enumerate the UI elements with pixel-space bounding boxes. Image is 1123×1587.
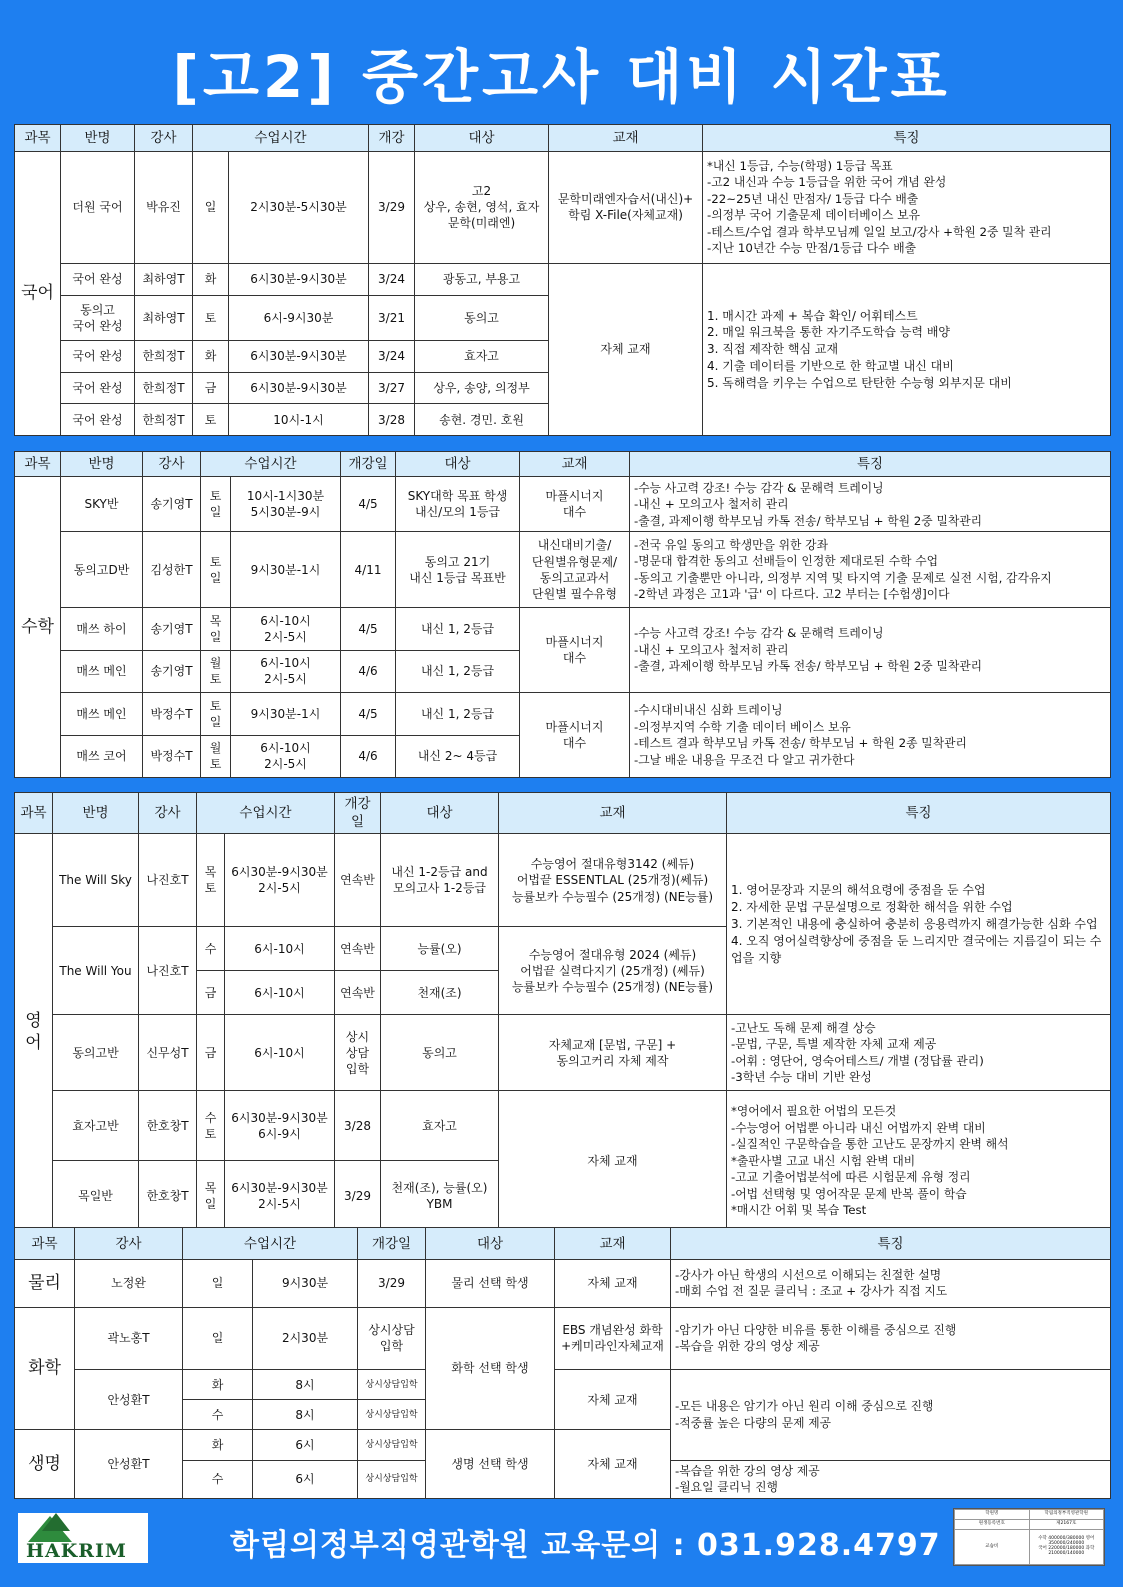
target: 효자고 (415, 340, 549, 372)
subject-cell: 국어 (15, 151, 61, 435)
day: 토 (193, 404, 229, 436)
teacher: 송기영T (143, 608, 201, 650)
day: 수 (183, 1400, 253, 1430)
features: -수시대비내신 심화 트레이닝 -의정부지역 수학 기출 데이터 베이스 보유 -테스트 결과 학부모님 카톡 전송/ 학부모님 + 학원 2종 밀착관리 -그날 배운 내용을 무조건 다 알고 귀가한다 (630, 693, 1111, 778)
start-date: 3/29 (358, 1260, 426, 1307)
time: 6시 (253, 1430, 358, 1460)
day: 일 (183, 1307, 253, 1369)
teacher: 박정수T (143, 693, 201, 735)
stamp-label: 원생등록번호 (955, 1520, 1030, 1530)
stamp-label: 교습비 (955, 1530, 1030, 1565)
class-name: SKY반 (61, 477, 143, 532)
day: 토 (193, 295, 229, 340)
time: 6시-10시 (225, 971, 335, 1015)
hakrim-logo (18, 1513, 148, 1563)
start-date: 연속반 (335, 971, 381, 1015)
header-time: 수업시간 (197, 793, 335, 834)
day: 목 일 (201, 608, 231, 650)
start-date: 연속반 (335, 927, 381, 971)
time: 6시-10시 2시-5시 (231, 608, 341, 650)
class-name: 매쓰 메인 (61, 693, 143, 735)
header-target: 대상 (415, 125, 549, 152)
textbook: 자체 교재 (549, 264, 703, 436)
teacher: 최하영T (135, 295, 193, 340)
teacher: 신무성T (139, 1015, 197, 1091)
class-name: 국어 완성 (61, 340, 135, 372)
day: 목 토 (197, 834, 225, 927)
start-date: 3/24 (369, 340, 415, 372)
target: 생명 선택 학생 (426, 1430, 555, 1499)
textbook: 수능영어 절대유형 2024 (쎄듀) 어법끝 실력다지기 (25개정) (쎄듀) 능률보카 수능필수 (25개정) (NE능률) (499, 927, 727, 1015)
day: 화 (183, 1370, 253, 1400)
teacher: 박정수T (143, 735, 201, 778)
table-header-row (15, 125, 1111, 152)
day: 금 (193, 372, 229, 404)
contact-info: 학림의정부직영관학원 교육문의 : 031.928.4797 (230, 1528, 941, 1563)
start-date: 상시상담입학 (358, 1460, 426, 1498)
header-feature: 특징 (727, 793, 1111, 834)
table-row (15, 1015, 1111, 1091)
textbook: 자체 교재 (499, 1091, 727, 1231)
page-title: [고2] 중간고사 대비 시간표 (172, 43, 951, 111)
header-class: 반명 (61, 452, 143, 477)
registration-stamp (953, 1508, 1105, 1566)
stamp-table (954, 1509, 1104, 1565)
header-time: 수업시간 (201, 452, 341, 477)
math-schedule-table (14, 451, 1111, 778)
table-header-row (15, 1228, 1111, 1260)
teacher: 한호창T (139, 1091, 197, 1161)
header-book: 교재 (549, 125, 703, 152)
header-class: 반명 (61, 125, 135, 152)
time: 2시30분-5시30분 (229, 151, 369, 264)
textbook: 문학미래엔자습서(내신)+ 학림 X-File(자체교재) (549, 151, 703, 264)
target: 내신 1-2등급 and 모의고사 1-2등급 (381, 834, 499, 927)
header-subject: 과목 (15, 1228, 75, 1260)
time: 6시-10시 2시-5시 (231, 650, 341, 692)
target: 내신 2~ 4등급 (396, 735, 520, 778)
table-row (15, 477, 1111, 532)
teacher: 노정완 (75, 1260, 183, 1307)
class-name: 국어 완성 (61, 372, 135, 404)
start-date: 4/5 (341, 608, 396, 650)
target: 화학 선택 학생 (426, 1307, 555, 1430)
class-name: 국어 완성 (61, 264, 135, 296)
teacher: 박유진 (135, 151, 193, 264)
features: -강사가 아닌 학생의 시선으로 이해되는 친절한 설명 -매회 수업 전 질문 클리닉 : 조교 + 강사가 직접 지도 (671, 1260, 1111, 1307)
time: 9시30분-1시 (231, 693, 341, 735)
features: -고난도 독해 문제 해결 상승 -문법, 구문, 특별 제작한 자체 교재 제공 -어휘 : 영단어, 영숙어테스트/ 개별 (정답률 관리) -3학년 수능 대비 기반 완성 (727, 1015, 1111, 1091)
features: -모든 내용은 암기가 아닌 원리 이해 중심으로 진행 -적중률 높은 다량의 문제 제공 (671, 1370, 1111, 1461)
teacher: 안성환T (75, 1370, 183, 1430)
teacher: 김성한T (143, 532, 201, 608)
features: -수능 사고력 강조! 수능 감각 & 문해력 트레이닝 -내신 + 모의고사 철저히 관리 -출결, 과제이행 학부모님 카톡 전송/ 학부모님 + 학원 2중 밀착관리 (630, 608, 1111, 693)
subject-cell: 영어 (15, 834, 53, 1231)
textbook: 자체 교재 (555, 1260, 671, 1307)
target: 천재(조), 능률(오) YBM (381, 1161, 499, 1231)
teacher: 송기영T (143, 650, 201, 692)
time: 6시-10시 (225, 927, 335, 971)
features: -수능 사고력 강조! 수능 감각 & 문해력 트레이닝 -내신 + 모의고사 철저히 관리 -출결, 과제이행 학부모님 카톡 전송/ 학부모님 + 학원 2중 밀착관리 (630, 477, 1111, 532)
textbook: 수능영어 절대유형3142 (쎄듀) 어법끝 ESSENTLAL (25개정)(쎄듀) 능률보카 수능필수 (25개정) (NE능률) (499, 834, 727, 927)
target: 고2 상우, 송현, 영석, 효자 문학(미래엔) (415, 151, 549, 264)
header-start: 개강일 (335, 793, 381, 834)
time: 6시30분-9시30분 (229, 340, 369, 372)
target: 상우, 송양, 의정부 (415, 372, 549, 404)
start-date: 3/21 (369, 295, 415, 340)
target: 물리 선택 학생 (426, 1260, 555, 1307)
teacher: 최하영T (135, 264, 193, 296)
target: SKY대학 목표 학생 내신/모의 1등급 (396, 477, 520, 532)
teacher: 나진호T (139, 927, 197, 1015)
day: 화 (193, 340, 229, 372)
teacher: 송기영T (143, 477, 201, 532)
header-subject: 과목 (15, 125, 61, 152)
teacher: 한희정T (135, 372, 193, 404)
textbook: 자체 교재 (555, 1370, 671, 1430)
time: 10시-1시 (229, 404, 369, 436)
target: 광동고, 부용고 (415, 264, 549, 296)
start-date: 상시 상담 입학 (335, 1015, 381, 1091)
time: 6시30분-9시30분 (229, 372, 369, 404)
day: 수 (183, 1460, 253, 1498)
header-time: 수업시간 (183, 1228, 358, 1260)
tree-top-icon (42, 1513, 70, 1531)
day: 일 (193, 151, 229, 264)
class-name: 동의고D반 (61, 532, 143, 608)
header-start: 개강일 (358, 1228, 426, 1260)
header-start: 개강 (369, 125, 415, 152)
header-feature: 특징 (671, 1228, 1111, 1260)
subject-cell: 생명 (15, 1430, 75, 1499)
science-schedule-table (14, 1227, 1111, 1499)
teacher: 한희정T (135, 404, 193, 436)
time: 2시30분 (253, 1307, 358, 1369)
target: 효자고 (381, 1091, 499, 1161)
target: 동의고 (415, 295, 549, 340)
header-book: 교재 (555, 1228, 671, 1260)
table-header-row (15, 793, 1111, 834)
day: 월 토 (201, 650, 231, 692)
table-row (15, 1307, 1111, 1369)
time: 9시30분 (253, 1260, 358, 1307)
start-date: 상시상담입학 (358, 1400, 426, 1430)
target: 동의고 21기 내신 1등급 목표반 (396, 532, 520, 608)
day: 목 일 (197, 1161, 225, 1231)
table-row (15, 1260, 1111, 1307)
header-teacher: 강사 (75, 1228, 183, 1260)
stamp-label: 학원명 (955, 1510, 1030, 1520)
time: 6시30분-9시30분 2시-5시 (225, 834, 335, 927)
target: 내신 1, 2등급 (396, 650, 520, 692)
header-subject: 과목 (15, 452, 61, 477)
header-book: 교재 (520, 452, 630, 477)
table-header-row (15, 452, 1111, 477)
header-time: 수업시간 (193, 125, 369, 152)
day: 화 (193, 264, 229, 296)
target: 능률(오) (381, 927, 499, 971)
table-row (15, 1370, 1111, 1400)
start-date: 3/24 (369, 264, 415, 296)
time: 9시30분-1시 (231, 532, 341, 608)
day: 수 (197, 927, 225, 971)
table-row (15, 532, 1111, 608)
target: 내신 1, 2등급 (396, 608, 520, 650)
textbook: 마플시너지 대수 (520, 693, 630, 778)
header-subject: 과목 (15, 793, 53, 834)
start-date: 상시상담 입학 (358, 1307, 426, 1369)
start-date: 3/29 (335, 1161, 381, 1231)
time: 6시-10시 2시-5시 (231, 735, 341, 778)
time: 6시30분-9시30분 6시-9시 (225, 1091, 335, 1161)
day: 토일 (201, 693, 231, 735)
header-class: 반명 (53, 793, 139, 834)
features: 1. 영어문장과 지문의 해석요령에 중점을 둔 수업 2. 자세한 문법 구문설명으로 정확한 해석을 위한 수업 3. 기본적인 내용에 충실하여 충분히 응용력까지 해결가능한 심화 수업 4. 오직 영어실력향상에 중점을 둔 느리지만 결국에는 지름길이 되는 수업을 지향 (727, 834, 1111, 1015)
start-date: 3/29 (369, 151, 415, 264)
class-name: The Will Sky (53, 834, 139, 927)
table-row (15, 834, 1111, 927)
subject-cell: 물리 (15, 1260, 75, 1307)
header-target: 대상 (396, 452, 520, 477)
logo-text: HAKRIM (26, 1540, 127, 1562)
header-feature: 특징 (703, 125, 1111, 152)
start-date: 4/5 (341, 693, 396, 735)
teacher: 곽노홍T (75, 1307, 183, 1369)
features: -전국 유일 동의고 학생만을 위한 강좌 -명문대 합격한 동의고 선배들이 인정한 제대로된 수학 수업 -동의고 기출뿐만 아니라, 의정부 지역 및 타지역 기출 문제로 실전 시험, 감각유지 -2학년 과정은 고1과 '급' 이 다르다. 고2 부터는 [수험생]이다 (630, 532, 1111, 608)
time: 6시-9시30분 (229, 295, 369, 340)
header-teacher: 강사 (139, 793, 197, 834)
textbook: 자체교재 [문법, 구문] + 동의고커리 자체 제작 (499, 1015, 727, 1091)
table-row (15, 264, 1111, 296)
start-date: 4/6 (341, 650, 396, 692)
time: 8시 (253, 1400, 358, 1430)
table-row (15, 151, 1111, 264)
class-name: 동의고반 (53, 1015, 139, 1091)
table-row (15, 1091, 1111, 1161)
day: 금 (197, 971, 225, 1015)
header-target: 대상 (381, 793, 499, 834)
footer (0, 1500, 1123, 1587)
time: 6시30분-9시30분 2시-5시 (225, 1161, 335, 1231)
features: -복습을 위한 강의 영상 제공 -월요일 클리닉 진행 (671, 1460, 1111, 1498)
header-feature: 특징 (630, 452, 1111, 477)
target: 내신 1, 2등급 (396, 693, 520, 735)
features: *내신 1등급, 수능(학평) 1등급 목표 -고2 내신과 수능 1등급을 위한 국어 개념 완성 -22~25년 내신 만점자/ 1등급 다수 배출 -의정부 국어 기출문제 데이터베이스 보유 -테스트/수업 결과 학부모님께 일일 보고/강사 +학원 2중 밀착 관리 -지난 10년간 수능 만점/1등급 다수 배출 (703, 151, 1111, 264)
header-teacher: 강사 (143, 452, 201, 477)
stamp-value: 제2167호 (1029, 1520, 1104, 1530)
teacher: 한희정T (135, 340, 193, 372)
start-date: 상시상담입학 (358, 1430, 426, 1460)
class-name: 더원 국어 (61, 151, 135, 264)
time: 6시 (253, 1460, 358, 1498)
class-name: 매쓰 하이 (61, 608, 143, 650)
day: 일 (183, 1260, 253, 1307)
time: 8시 (253, 1370, 358, 1400)
day: 금 (197, 1015, 225, 1091)
start-date: 3/27 (369, 372, 415, 404)
start-date: 4/5 (341, 477, 396, 532)
subject-cell: 수학 (15, 477, 61, 778)
stamp-value: 학림의정부직영관학원 (1029, 1510, 1104, 1520)
class-name: 동의고 국어 완성 (61, 295, 135, 340)
class-name: 국어 완성 (61, 404, 135, 436)
target: 천재(조) (381, 971, 499, 1015)
target: 송현. 경민. 호원 (415, 404, 549, 436)
day: 수 토 (197, 1091, 225, 1161)
textbook: 내신대비기출/ 단원별유형문제/ 동의고교과서 단원별 필수유형 (520, 532, 630, 608)
time: 10시-1시30분 5시30분-9시 (231, 477, 341, 532)
textbook: 마플시너지 대수 (520, 477, 630, 532)
teacher: 안성환T (75, 1430, 183, 1499)
features: *영어에서 필요한 어법의 모든것 -수능영어 어법뿐 아니라 내신 어법까지 완벽 대비 -실질적인 구문학습을 통한 고난도 문장까지 완벽 해석 *출판사별 고교 내신 시험 완벽 대비 -고교 기출어법분석에 따른 시험문제 유형 정리 -어법 선택형 및 영어작문 문제 반복 풀이 학습 *매시간 어휘 및 복습 Test (727, 1091, 1111, 1231)
day: 토일 (201, 532, 231, 608)
features: -암기가 아닌 다양한 비유를 통한 이해를 중심으로 진행 -복습을 위한 강의 영상 제공 (671, 1307, 1111, 1369)
class-name: 매쓰 메인 (61, 650, 143, 692)
header-target: 대상 (426, 1228, 555, 1260)
start-date: 연속반 (335, 834, 381, 927)
start-date: 3/28 (335, 1091, 381, 1161)
textbook: 마플시너지 대수 (520, 608, 630, 693)
class-name: 효자고반 (53, 1091, 139, 1161)
day: 화 (183, 1430, 253, 1460)
class-name: 매쓰 코어 (61, 735, 143, 778)
time: 6시30분-9시30분 (229, 264, 369, 296)
subject-cell: 화학 (15, 1307, 75, 1430)
korean-schedule-table (14, 124, 1111, 436)
day: 월 토 (201, 735, 231, 778)
header-teacher: 강사 (135, 125, 193, 152)
header-book: 교재 (499, 793, 727, 834)
stamp-value: 수학 400000/380000 영어 350000/240000 국어 220000/180000 과학 210000/140000 (1029, 1530, 1104, 1565)
table-row (15, 693, 1111, 735)
textbook: 자체 교재 (555, 1430, 671, 1499)
english-schedule-table (14, 792, 1111, 1231)
textbook: EBS 개념완성 화학 +케미라인자체교재 (555, 1307, 671, 1369)
start-date: 4/11 (341, 532, 396, 608)
target: 동의고 (381, 1015, 499, 1091)
start-date: 3/28 (369, 404, 415, 436)
teacher: 한호창T (139, 1161, 197, 1231)
class-name: 목일반 (53, 1161, 139, 1231)
header-start: 개강일 (341, 452, 396, 477)
time: 6시-10시 (225, 1015, 335, 1091)
class-name: The Will You (53, 927, 139, 1015)
start-date: 상시상담입학 (358, 1370, 426, 1400)
day: 토 일 (201, 477, 231, 532)
start-date: 4/6 (341, 735, 396, 778)
table-row (15, 608, 1111, 650)
features: 1. 매시간 과제 + 복습 확인/ 어휘테스트 2. 매일 워크북을 통한 자기주도학습 능력 배양 3. 직접 제작한 핵심 교재 4. 기출 데이터를 기반으로 한 학교별 내신 대비 5. 독해력을 키우는 수업으로 탄탄한 수능형 외부지문 대비 (703, 264, 1111, 436)
teacher: 나진호T (139, 834, 197, 927)
